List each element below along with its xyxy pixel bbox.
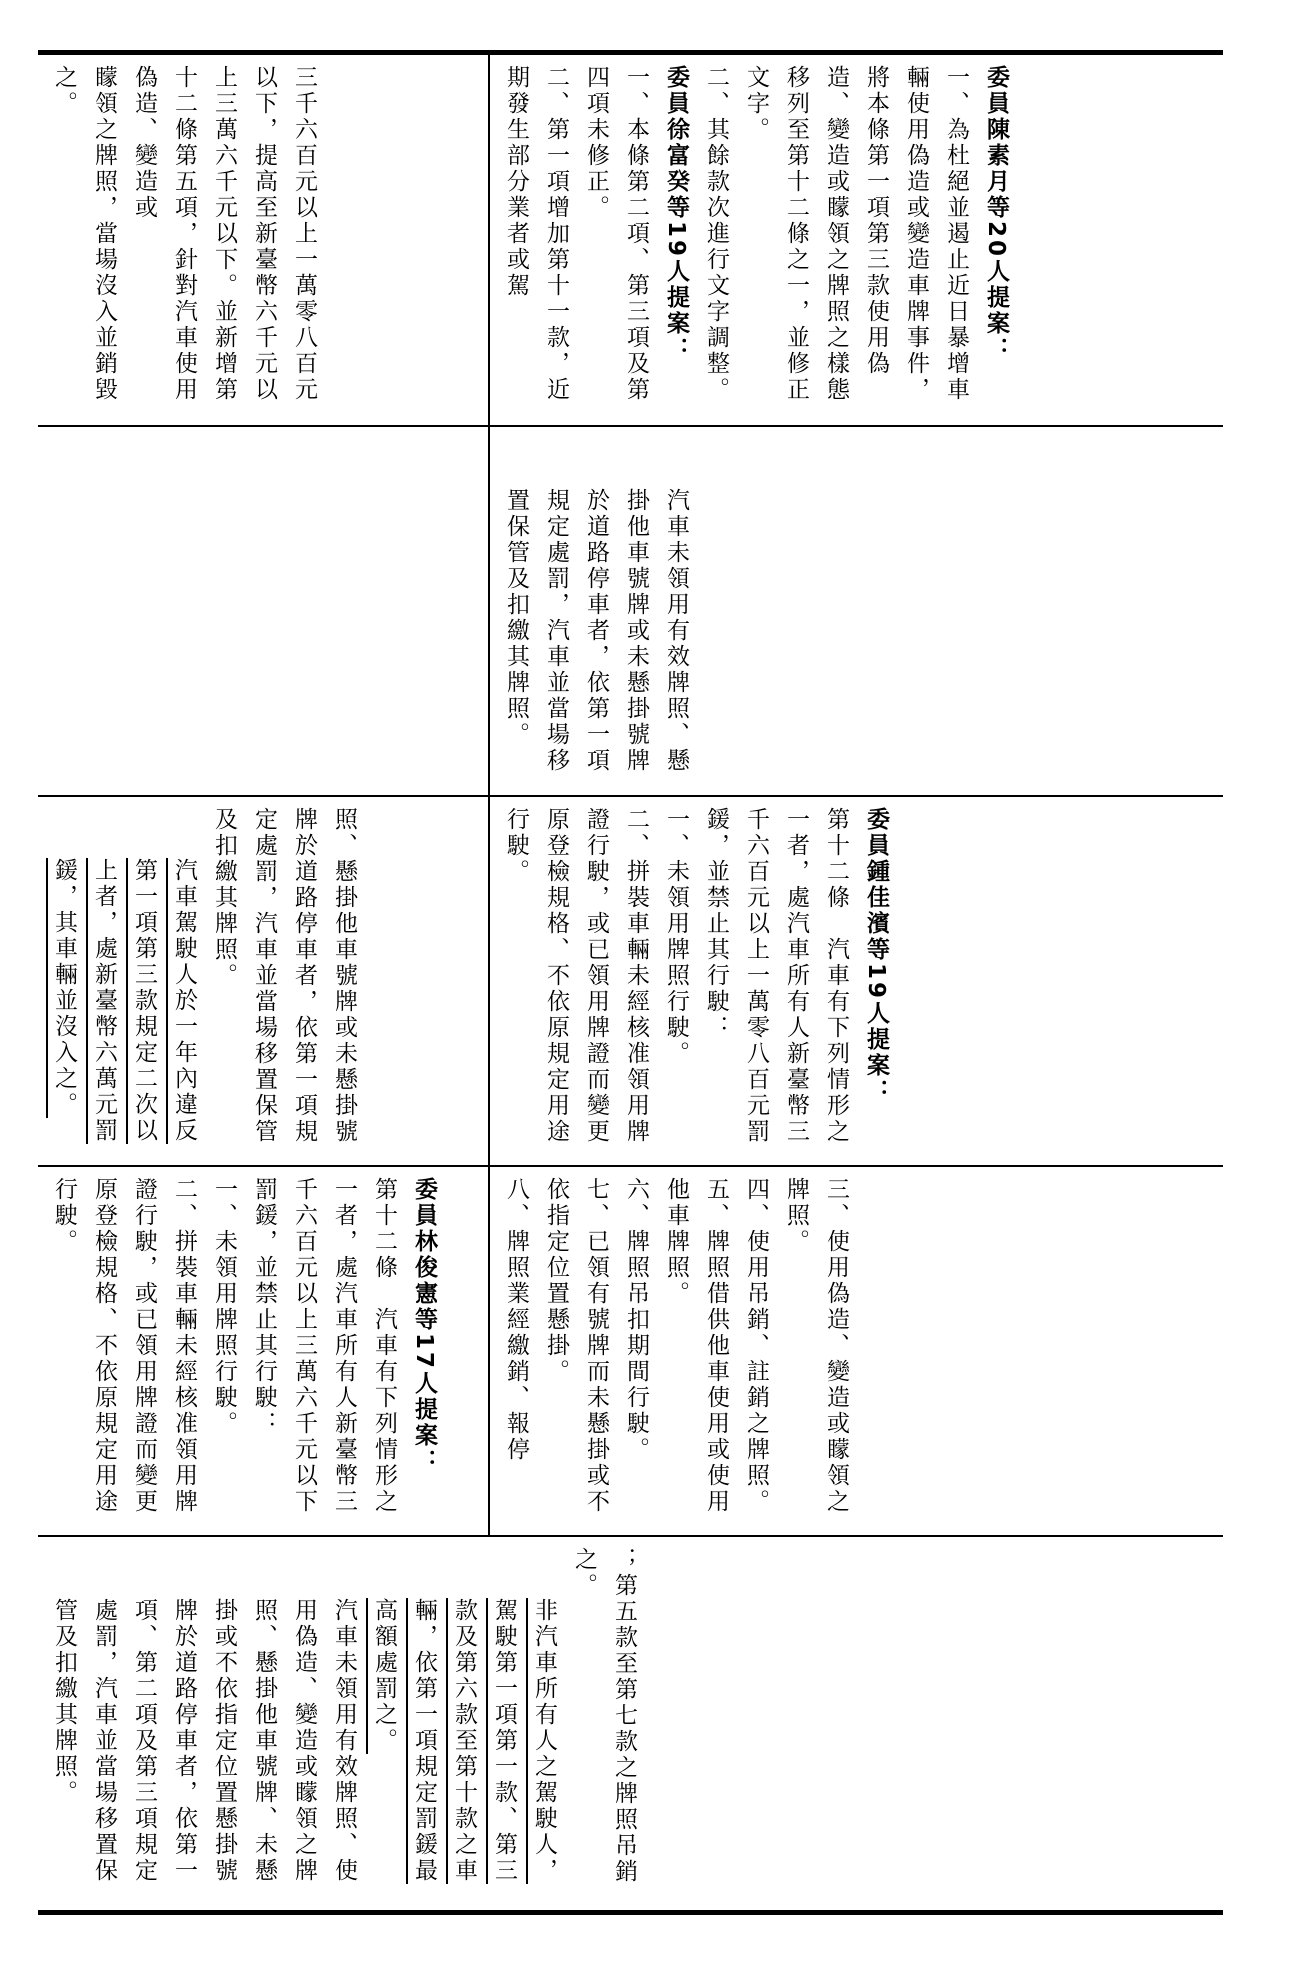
table-cell bbox=[38, 797, 488, 1165]
vertical-text-block bbox=[44, 1177, 444, 1527]
paragraph: 汽車未領用有效牌照、使用偽造、變造或矇領之牌照、懸掛他車號牌、未懸掛或不依指定位置懸掛號牌於道路停車者，依第一項、第二項及第三項規定處罰，汽車並當場移置保管及扣繳其牌照。 bbox=[51, 1597, 357, 1884]
paragraph: 汽車駕駛人於一年內違反第一項第三款規定二次以上者，處新臺幣六萬元罰鍰，其車輛並沒入之。 bbox=[51, 857, 197, 1144]
paragraph: 二、拼裝車輛未經核准領用牌證行駛，或已領用牌證而變更原登檢規格、不依原規定用途行駛。 bbox=[51, 1177, 197, 1515]
paragraph: 一、本條第二項、第三項及第四項未修正。 bbox=[583, 65, 649, 403]
proposal-heading: 委員陳素月等20人提案： bbox=[983, 65, 1009, 364]
paragraph: ；第五款至第七款之牌照吊銷之。 bbox=[571, 1547, 637, 1885]
table-row bbox=[38, 55, 1223, 425]
paragraph: 矇領之牌照，當場沒入並銷毀之。 bbox=[51, 65, 117, 403]
proposal-heading: 委員鍾佳濱等19人提案： bbox=[863, 807, 889, 1106]
table-row bbox=[38, 1535, 1223, 1915]
table-cell bbox=[38, 1537, 1223, 1915]
paragraph: 一、為杜絕並遏止近日暴增車輛使用偽造或變造車牌事件，將本條第一項第三款使用偽造、變造或矇領之牌照之樣態移列至第十二條之一，並修正文字。 bbox=[743, 65, 969, 403]
paragraph: 七、已領有號牌而未懸掛或不依指定位置懸掛。 bbox=[543, 1177, 609, 1515]
document-page bbox=[38, 50, 1223, 1915]
paragraph: 二、第一項增加第十一款，近期發生部分業者或駕 bbox=[503, 65, 569, 403]
paragraph: 三、使用偽造、變造或矇領之牌照。 bbox=[783, 1177, 849, 1515]
proposal-heading: 委員徐富癸等19人提案： bbox=[663, 65, 689, 364]
vertical-text-block bbox=[44, 65, 324, 417]
paragraph: 三千六百元以上一萬零八百元以下，提高至新臺幣六千元以上三萬六千元以下。並新增第十二條第五項，針對汽車使用偽造、變造或 bbox=[131, 65, 317, 403]
vertical-text-block bbox=[44, 807, 364, 1157]
table-cell bbox=[38, 427, 488, 795]
paragraph: 二、拼裝車輛未經核准領用牌證行駛，或已領用牌證而變更原登檢規格、不依原規定用途行駛。 bbox=[503, 807, 649, 1145]
table-cell bbox=[38, 1167, 488, 1535]
paragraph: 照、懸掛他車號牌或未懸掛號牌於道路停車者，依第一項規定處罰，汽車並當場移置保管及扣繳其牌照。 bbox=[211, 807, 357, 1145]
vertical-text-block bbox=[496, 1177, 856, 1527]
table-cell bbox=[488, 55, 1223, 425]
paragraph: 非汽車所有人之駕駛人，駕駛第一項第一款、第三款及第六款至第十款之車輛，依第一項規定罰鍰最高額處罰之。 bbox=[371, 1597, 557, 1884]
vertical-text-block bbox=[496, 65, 1016, 417]
paragraph: 二、其餘款次進行文字調整。 bbox=[703, 65, 729, 403]
table-row bbox=[38, 795, 1223, 1165]
paragraph: 第十二條 汽車有下列情形之一者，處汽車所有人新臺幣三千六百元以上一萬零八百元罰鍰，並禁止其行駛： bbox=[703, 807, 849, 1145]
paragraph: 四、使用吊銷、註銷之牌照。 bbox=[743, 1177, 769, 1515]
paragraph: 第十二條 汽車有下列情形之一者，處汽車所有人新臺幣三千六百元以上三萬六千元以下罰鍰，並禁止其行駛： bbox=[251, 1177, 397, 1515]
vertical-text-block bbox=[496, 437, 696, 787]
paragraph: 六、牌照吊扣期間行駛。 bbox=[623, 1177, 649, 1463]
table-row bbox=[38, 1165, 1223, 1535]
paragraph: 五、牌照借供他車使用或使用他車牌照。 bbox=[663, 1177, 729, 1515]
paragraph: 汽車未領用有效牌照、懸掛他車號牌或未懸掛號牌於道路停車者，依第一項規定處罰，汽車並當場移置保管及扣繳其牌照。 bbox=[503, 487, 689, 774]
proposal-heading: 委員林俊憲等17人提案： bbox=[411, 1177, 437, 1476]
vertical-text-block bbox=[496, 807, 896, 1157]
table-cell bbox=[488, 427, 1223, 795]
paragraph: 一、未領用牌照行駛。 bbox=[663, 807, 689, 1067]
paragraph: 八、牌照業經繳銷、報停 bbox=[503, 1177, 529, 1463]
vertical-text-block bbox=[44, 1547, 644, 1907]
table-cell bbox=[38, 55, 488, 425]
table-cell bbox=[488, 797, 1223, 1165]
table-row bbox=[38, 425, 1223, 795]
table-cell bbox=[488, 1167, 1223, 1535]
paragraph: 一、未領用牌照行駛。 bbox=[211, 1177, 237, 1437]
